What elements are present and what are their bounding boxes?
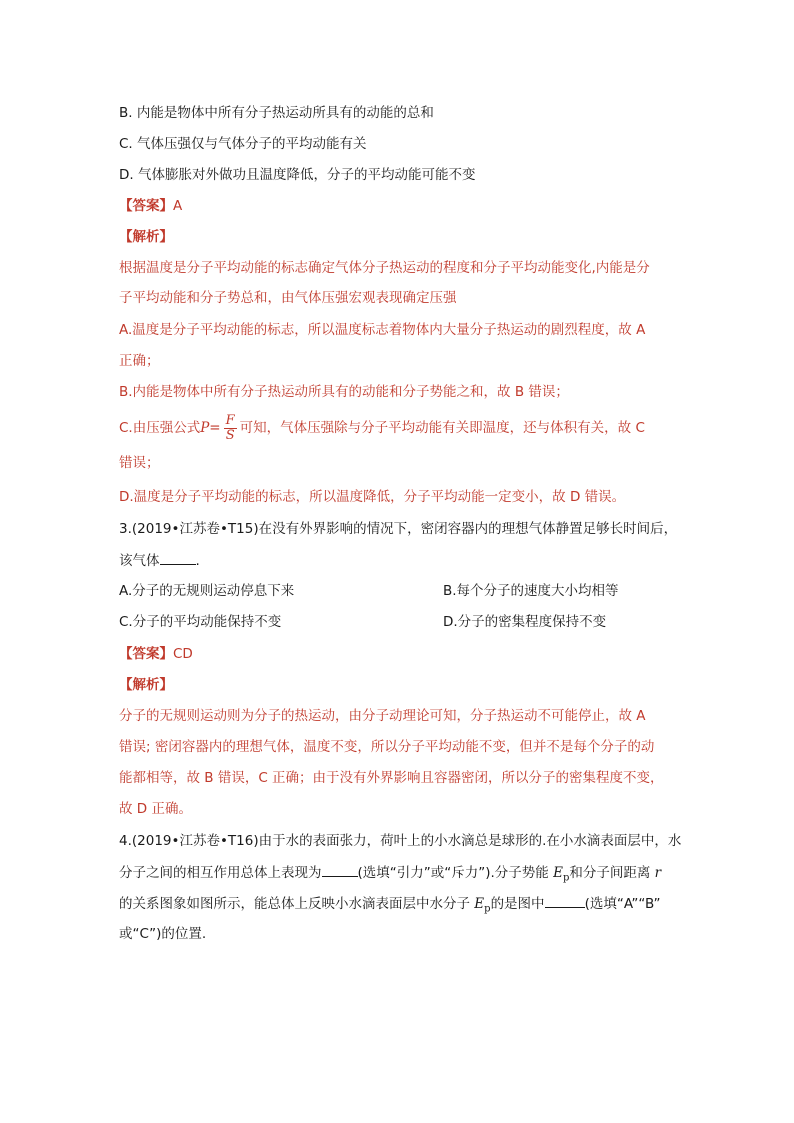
q2-c-line xyxy=(119,413,645,443)
q4-line3-prefix: 的关系图象如图所示，能总体上反映小水滴表面层中水分子 xyxy=(119,896,470,912)
q4-line1: 4.(2019•江苏卷•T16)由于水的表面张力，荷叶上的小水滴总是球形的.在小水滴表面层中，水 xyxy=(119,833,682,849)
c-prefix: C.由压强公式 xyxy=(119,420,201,436)
q3-stem-prefix: 该气体 xyxy=(119,553,160,569)
q2-a-line1: A.温度是分子平均动能的标志，所以温度标志着物体内大量分子热运动的剧烈程度，故 A xyxy=(119,322,646,338)
answer-label: 【答案】 xyxy=(119,646,173,662)
q2-d-line: D.温度是分子平均动能的标志，所以温度降低，分子平均动能一定变小，故 D 错误。 xyxy=(119,489,626,505)
q3-analysis-line2: 错误; 密闭容器内的理想气体，温度不变，所以分子平均动能不变，但并不是每个分子的动 xyxy=(119,739,655,755)
q2-answer xyxy=(119,196,182,216)
q4-line3-suffix: (选填“A”“B” xyxy=(584,896,661,912)
q3-option-c: C.分子的平均动能保持不变 xyxy=(119,614,282,630)
q3-stem-suffix: . xyxy=(195,553,200,569)
ep-letter: E xyxy=(553,865,563,881)
q4-line2-suffix: 和分子间距离 xyxy=(569,865,651,881)
q4-line2 xyxy=(119,862,661,889)
q2-b-line: B.内能是物体中所有分子热运动所具有的动能和分子势能之和，故 B 错误； xyxy=(119,384,569,400)
q3-analysis-line1: 分子的无规则运动则为分子的热运动，由分子动理论可知，分子热运动不可能停止，故 A xyxy=(119,708,646,724)
q2-a-line2: 正确； xyxy=(119,353,160,369)
fraction xyxy=(224,414,237,443)
ep-subscript: p xyxy=(562,872,570,884)
q3-option-d: D.分子的密集程度保持不变 xyxy=(443,614,607,630)
answer-blank xyxy=(545,893,585,908)
q3-analysis-line3: 能都相等，故 B 错误，C 正确；由于没有外界影响且容器密闭，所以分子的密集程度不变， xyxy=(119,770,664,786)
answer-blank xyxy=(322,862,358,877)
ep-letter: E xyxy=(474,896,485,912)
q4-line3-mid: 的是图中 xyxy=(490,896,545,912)
option-b-line: B. 内能是物体中所有分子热运动所具有的动能的总和 xyxy=(119,105,434,121)
ep-symbol xyxy=(553,865,570,884)
r-symbol: r xyxy=(654,865,662,881)
q3-analysis-label: 【解析】 xyxy=(119,677,173,693)
answer-blank xyxy=(160,550,196,565)
ep-subscript: p xyxy=(484,903,491,915)
q2-analysis-label: 【解析】 xyxy=(119,229,173,245)
c-suffix: 可知，气体压强除与分子平均动能有关即温度，还与体积有关，故 C xyxy=(239,420,645,436)
fraction-numerator: F xyxy=(225,412,235,428)
answer-value: A xyxy=(173,198,183,214)
q3-answer xyxy=(119,644,193,664)
q4-line2-mid: (选填“引力”或“斥力”).分子势能 xyxy=(357,865,549,881)
ep-symbol xyxy=(474,896,491,915)
fraction-denominator: S xyxy=(225,427,235,443)
q4-line4: 或“C”)的位置. xyxy=(119,926,207,942)
option-d-line: D. 气体膨胀对外做功且温度降低，分子的平均动能可能不变 xyxy=(119,167,476,183)
option-c-line: C. 气体压强仅与气体分子的平均动能有关 xyxy=(119,136,367,152)
formula-lhs: P= xyxy=(200,420,221,436)
q3-option-a: A.分子的无规则运动停息下来 xyxy=(119,583,295,599)
answer-value: CD xyxy=(173,646,193,662)
q3-stem-line2 xyxy=(119,550,200,571)
q3-option-b: B.每个分子的速度大小均相等 xyxy=(443,583,619,599)
q4-line2-prefix: 分子之间的相互作用总体上表现为 xyxy=(119,865,322,881)
q2-analysis-line1: 根据温度是分子平均动能的标志确定气体分子热运动的程度和分子平均动能变化,内能是分 xyxy=(119,260,650,276)
q3-analysis-line4: 故 D 正确。 xyxy=(119,801,192,817)
q2-analysis-line2: 子平均动能和分子势总和，由气体压强宏观表现确定压强 xyxy=(119,290,457,306)
answer-label: 【答案】 xyxy=(119,198,173,214)
q4-line3 xyxy=(119,893,660,920)
q3-stem-line1: 3.(2019•江苏卷•T15)在没有外界影响的情况下，密闭容器内的理想气体静置足够长时间后， xyxy=(119,521,678,537)
q2-c-line2: 错误； xyxy=(119,455,160,471)
